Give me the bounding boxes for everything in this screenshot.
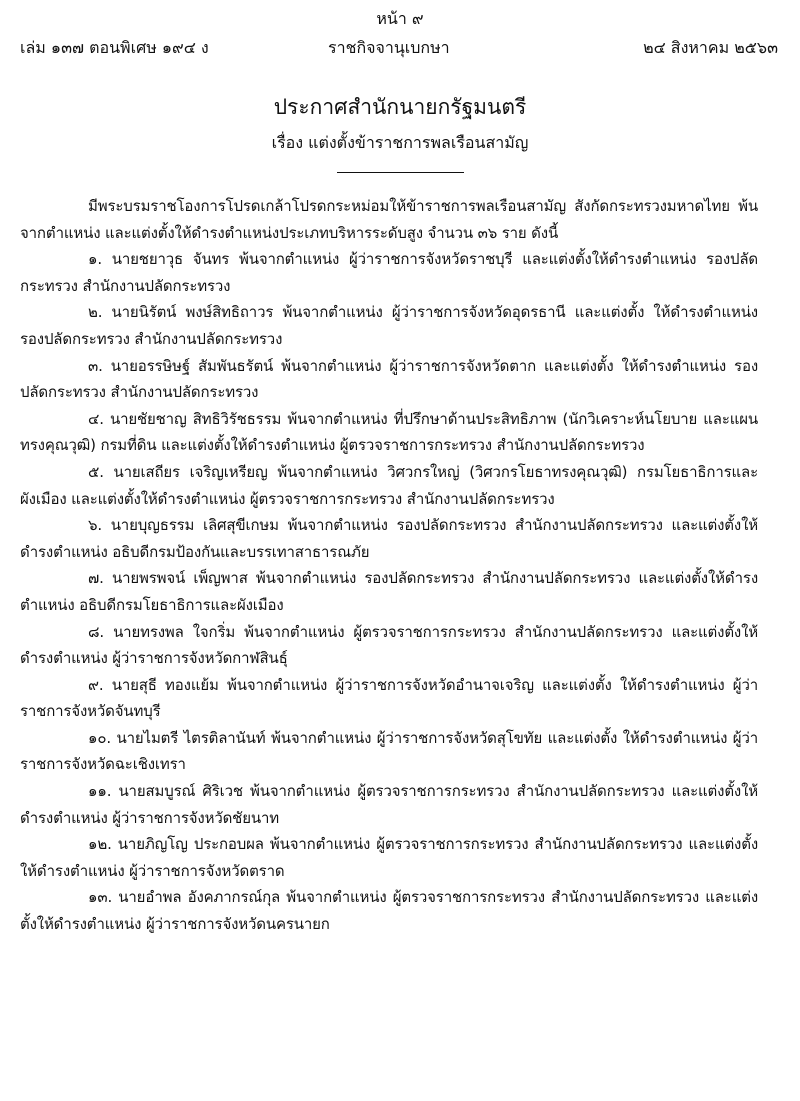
gazette-date: ๒๔ สิงหาคม ๒๕๖๓ (643, 38, 778, 57)
appointment-item: ๑๒. นายภิญโญ ประกอบผล พ้นจากตำแหน่ง ผู้ตรวจราชการกระทรวง สำนักงานปลัดกระทรวง และแต่งตั้งให้ดำรงตำแหน่ง ผู้ว่าราชการจังหวัดตราด (20, 835, 758, 880)
appointment-item: ๓. นายอรรษิษฐ์ สัมพันธรัตน์ พ้นจากตำแหน่ง ผู้ว่าราชการจังหวัดตาก และแต่งตั้ง ให้ดำรงตำแหน่ง รองปลัดกระทรวง สำนักงานปลัดกระทรวง (20, 356, 758, 402)
announcement-subject: เรื่อง แต่งตั้งข้าราชการพลเรือนสามัญ (271, 133, 529, 152)
announcement-title: ประกาศสำนักนายกรัฐมนตรี (273, 95, 527, 119)
appointment-item: ๒. นายนิรัตน์ พงษ์สิทธิถาวร พ้นจากตำแหน่ง ผู้ว่าราชการจังหวัดอุดรธานี และแต่งตั้ง ให้ดำรงตำแหน่ง รองปลัดกระทรวง สำนักงานปลัดกระทรวง (20, 303, 758, 348)
intro-paragraph: มีพระบรมราชโองการโปรดเกล้าโปรดกระหม่อมให้ข้าราชการพลเรือนสามัญ สังกัดกระทรวงมหาดไทย พ้นจากตำแหน่ง และแต่งตั้งให้ดำรงตำแหน่งประเภทบริหารระดับสูง จำนวน ๓๖ ราย ดังนี้ (20, 197, 758, 242)
appointment-item: ๑๓. นายอำพล อังคภากรณ์กุล พ้นจากตำแหน่ง ผู้ตรวจราชการกระทรวง สำนักงานปลัดกระทรวง และแต่งตั้งให้ดำรงตำแหน่ง ผู้ว่าราชการจังหวัดนครนายก (20, 888, 758, 934)
appointment-item: ๕. นายเสถียร เจริญเหรียญ พ้นจากตำแหน่ง วิศวกรใหญ่ (วิศวกรโยธาทรงคุณวุฒิ) กรมโยธาธิการและผังเมือง และแต่งตั้งให้ดำรงตำแหน่ง ผู้ตรวจราชการกระทรวง สำนักงานปลัดกระทรวง (20, 462, 758, 508)
appointment-item: ๙. นายสุธี ทองแย้ม พ้นจากตำแหน่ง ผู้ว่าราชการจังหวัดอำนาจเจริญ และแต่งตั้ง ให้ดำรงตำแหน่ง ผู้ว่าราชการจังหวัดจันทบุรี (20, 675, 758, 721)
appointment-item: ๔. นายชัยชาญ สิทธิวิรัชธรรม พ้นจากตำแหน่ง ที่ปรึกษาด้านประสิทธิภาพ (นักวิเคราะห์นโยบาย และแผนทรงคุณวุฒิ) กรมที่ดิน และแต่งตั้งให้ดำรงตำแหน่ง ผู้ตรวจราชการกระทรวง สำนักงานปลัดกระทรวง (20, 409, 758, 455)
appointment-item: ๑. นายชยาวุธ จันทร พ้นจากตำแหน่ง ผู้ว่าราชการจังหวัดราชบุรี และแต่งตั้งให้ดำรงตำแหน่ง รองปลัดกระทรวง สำนักงานปลัดกระทรวง (20, 250, 758, 295)
appointment-item: ๑๐. นายไมตรี ไตรติลานันท์ พ้นจากตำแหน่ง ผู้ว่าราชการจังหวัดสุโขทัย และแต่งตั้ง ให้ดำรงตำแหน่ง ผู้ว่าราชการจังหวัดฉะเชิงเทรา (20, 728, 758, 774)
appointment-item: ๘. นายทรงพล ใจกริ่ม พ้นจากตำแหน่ง ผู้ตรวจราชการกระทรวง สำนักงานปลัดกระทรวง และแต่งตั้งให้ดำรงตำแหน่ง ผู้ว่าราชการจังหวัดกาฬสินธุ์ (20, 622, 758, 668)
gazette-header (0, 36, 800, 60)
gazette-volume: เล่ม ๑๓๗ ตอนพิเศษ ๑๙๔ ง (20, 38, 209, 57)
appointment-item: ๗. นายพรพจน์ เพ็ญพาส พ้นจากตำแหน่ง รองปลัดกระทรวง สำนักงานปลัดกระทรวง และแต่งตั้งให้ดำรงตำแหน่ง อธิบดีกรมโยธาธิการและผังเมือง (20, 569, 758, 614)
appointment-item: ๖. นายบุญธรรม เลิศสุขีเกษม พ้นจากตำแหน่ง รองปลัดกระทรวง สำนักงานปลัดกระทรวง และแต่งตั้งให้ดำรงตำแหน่ง อธิบดีกรมป้องกันและบรรเทาสาธารณภัย (20, 516, 758, 561)
page-number: หน้า ๙ (376, 9, 424, 28)
appointment-item: ๑๑. นายสมบูรณ์ ศิริเวช พ้นจากตำแหน่ง ผู้ตรวจราชการกระทรวง สำนักงานปลัดกระทรวง และแต่งตั้งให้ดำรงตำแหน่ง ผู้ว่าราชการจังหวัดชัยนาท (20, 782, 758, 827)
gazette-name: ราชกิจจานุเบกษา (328, 38, 450, 57)
announcement-body (20, 193, 758, 938)
title-divider (337, 172, 464, 173)
